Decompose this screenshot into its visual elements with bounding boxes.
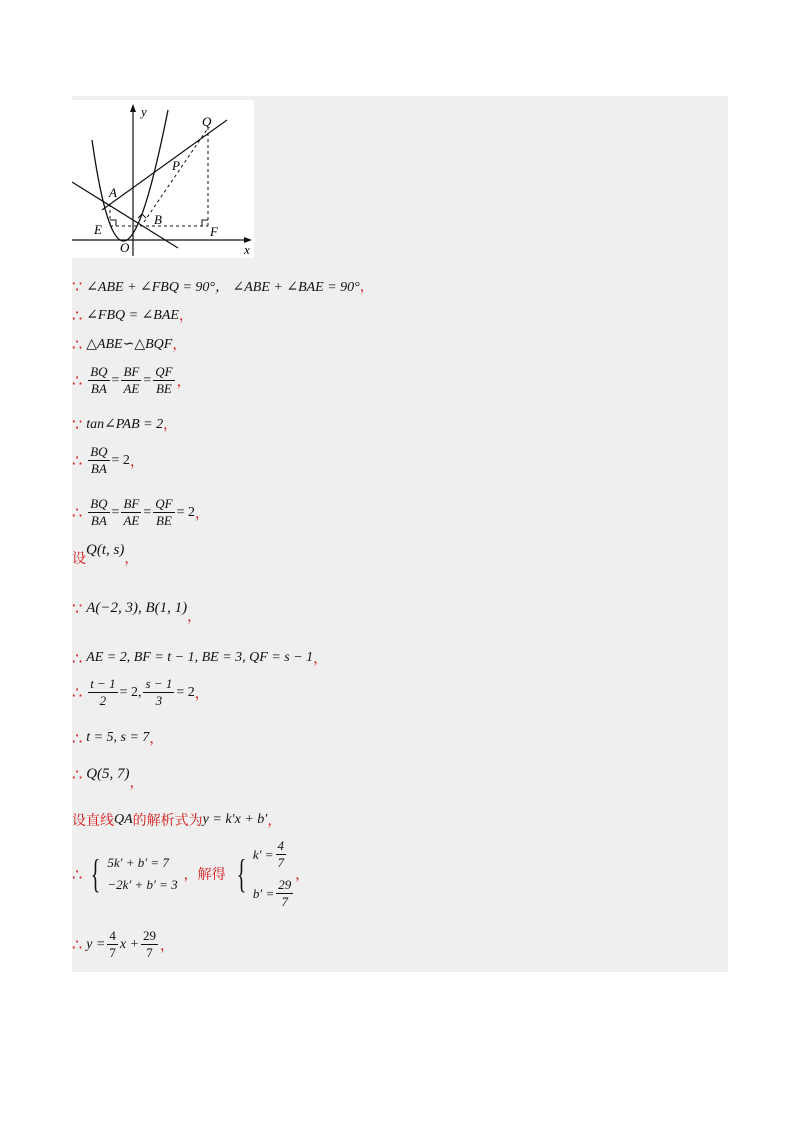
fraction-QF-BE: $\frac{QF}{BE}$: [155, 496, 173, 528]
fraction-t: $\frac{t - 1}{2}$: [90, 676, 116, 708]
comma: ，: [194, 685, 209, 702]
line-AB: [72, 182, 178, 248]
therefore-symbol: ∴: [72, 371, 83, 390]
therefore-symbol: ∴: [72, 683, 83, 702]
label-P: P: [172, 158, 180, 173]
therefore-symbol: ∴: [72, 728, 83, 748]
comma: ，: [149, 731, 164, 747]
step-1: [72, 276, 374, 296]
label-Q: Q: [202, 114, 212, 129]
step-4: ∴ $\frac{BQ}{BA}$ = $\frac{BF}{AE}$ = $\frac{QF}{BE}$ ，: [72, 364, 191, 396]
fraction-BQ-BA: $\frac{BQ}{BA}$: [90, 444, 108, 476]
therefore-symbol: ∴: [72, 864, 83, 884]
comma: ，: [359, 279, 374, 295]
fraction-QF-BE: $\frac{QF}{BE}$: [155, 364, 173, 396]
comma: ，: [129, 453, 144, 470]
step-15: [72, 838, 309, 910]
fraction-s: $\frac{s - 1}{3}$: [145, 676, 173, 708]
step-7-tail: = 2: [176, 504, 195, 520]
fraction-BQ-BA: $\frac{BQ}{BA}$: [90, 364, 108, 396]
step-9-text: A(−2, 3), B(1, 1): [86, 599, 188, 616]
comma: ，: [295, 867, 310, 883]
therefore-symbol: ∴: [72, 648, 83, 668]
step-7: ∴ $\frac{BQ}{BA}$ = $\frac{BF}{AE}$ = $\frac{QF}{BE}$ = 2 ，: [72, 496, 209, 528]
comma: ，: [178, 308, 193, 324]
step-14-line: QA: [114, 812, 133, 827]
comma: ，: [129, 775, 144, 791]
comma: ，: [163, 417, 178, 433]
step-12: [72, 728, 163, 748]
step-9: [72, 598, 202, 625]
step-8: [72, 541, 139, 568]
label-origin: O: [120, 240, 130, 255]
left-brace: {: [90, 851, 101, 896]
therefore-symbol: ∴: [72, 935, 83, 954]
comma: ，: [124, 551, 139, 567]
therefore-symbol: ∴: [72, 503, 83, 522]
fraction-BF-AE: $\frac{BF}{AE}$: [123, 496, 140, 528]
therefore-symbol: ∴: [72, 305, 83, 325]
label-F: F: [210, 224, 218, 239]
because-symbol: ∵: [72, 598, 83, 618]
step-5-text: tan∠PAB = 2: [86, 416, 164, 432]
fraction-BF-AE: $\frac{BF}{AE}$: [123, 364, 140, 396]
coordinate-graph: [72, 100, 254, 258]
comma: ，: [160, 937, 175, 954]
step-16: ∴ y = $\frac{4}{7}$ x + $\frac{29}{7}$ ，: [72, 928, 175, 960]
therefore-symbol: ∴: [72, 451, 83, 470]
step-14: [72, 810, 281, 830]
left-brace: {: [236, 851, 247, 896]
solution-system: k′ = $\frac{4}{7}$ b′ = $\frac{29}{7}$: [252, 838, 292, 909]
geometry-figure: [72, 100, 254, 258]
label-B: B: [154, 212, 162, 227]
label-x: x: [244, 242, 250, 257]
therefore-symbol: ∴: [72, 764, 83, 784]
solve-label: ，解得: [183, 867, 226, 883]
label-y: y: [141, 104, 147, 119]
y-axis-arrow: [130, 104, 136, 112]
step-13-text: Q(5, 7): [86, 765, 130, 782]
label-E: E: [94, 222, 102, 237]
step-14-equation: y = k′x + b′: [202, 812, 268, 827]
step-10: [72, 648, 327, 668]
step-14-middle: 的解析式为: [132, 813, 203, 829]
step-11: ∴ $\frac{t - 1}{2}$ = 2, $\frac{s - 1}{3}$ = 2 ，: [72, 676, 209, 708]
step-10-text: AE = 2, BF = t − 1, BE = 3, QF = s − 1: [86, 650, 314, 665]
right-angle-B: [138, 214, 146, 218]
step-6: [72, 444, 144, 477]
fraction-BQ-BA: $\frac{BQ}{BA}$: [90, 496, 108, 528]
therefore-symbol: ∴: [72, 334, 83, 354]
step-6-tail: = 2: [111, 452, 130, 468]
step-14-prefix: 设直线: [72, 813, 114, 829]
comma: ，: [176, 373, 191, 390]
right-angle-F: [202, 220, 208, 226]
comma: ，: [313, 651, 328, 667]
because-symbol: ∵: [72, 276, 83, 296]
step-8-prefix: 设: [72, 551, 86, 567]
comma: ，: [267, 813, 282, 829]
step-13: [72, 764, 144, 791]
comma: ，: [187, 609, 202, 625]
step-1-text: ∠ABE + ∠FBQ = 90°， ∠ABE + ∠BAE = 90°: [86, 280, 360, 295]
step-8-text: Q(t, s): [86, 541, 125, 558]
step-5: [72, 414, 177, 434]
equation-system: 5k′ + b′ = 7 −2k′ + b′ = 3: [107, 855, 178, 892]
label-A: A: [109, 185, 117, 200]
step-3: [72, 334, 186, 354]
step-2: [72, 305, 193, 325]
step-3-text: △ABE∽△BQF: [86, 336, 173, 352]
comma: ，: [194, 505, 209, 522]
step-2-text: ∠FBQ = ∠BAE: [86, 307, 179, 323]
because-symbol: ∵: [72, 414, 83, 434]
step-12-text: t = 5, s = 7: [86, 730, 150, 745]
comma: ，: [172, 337, 187, 353]
